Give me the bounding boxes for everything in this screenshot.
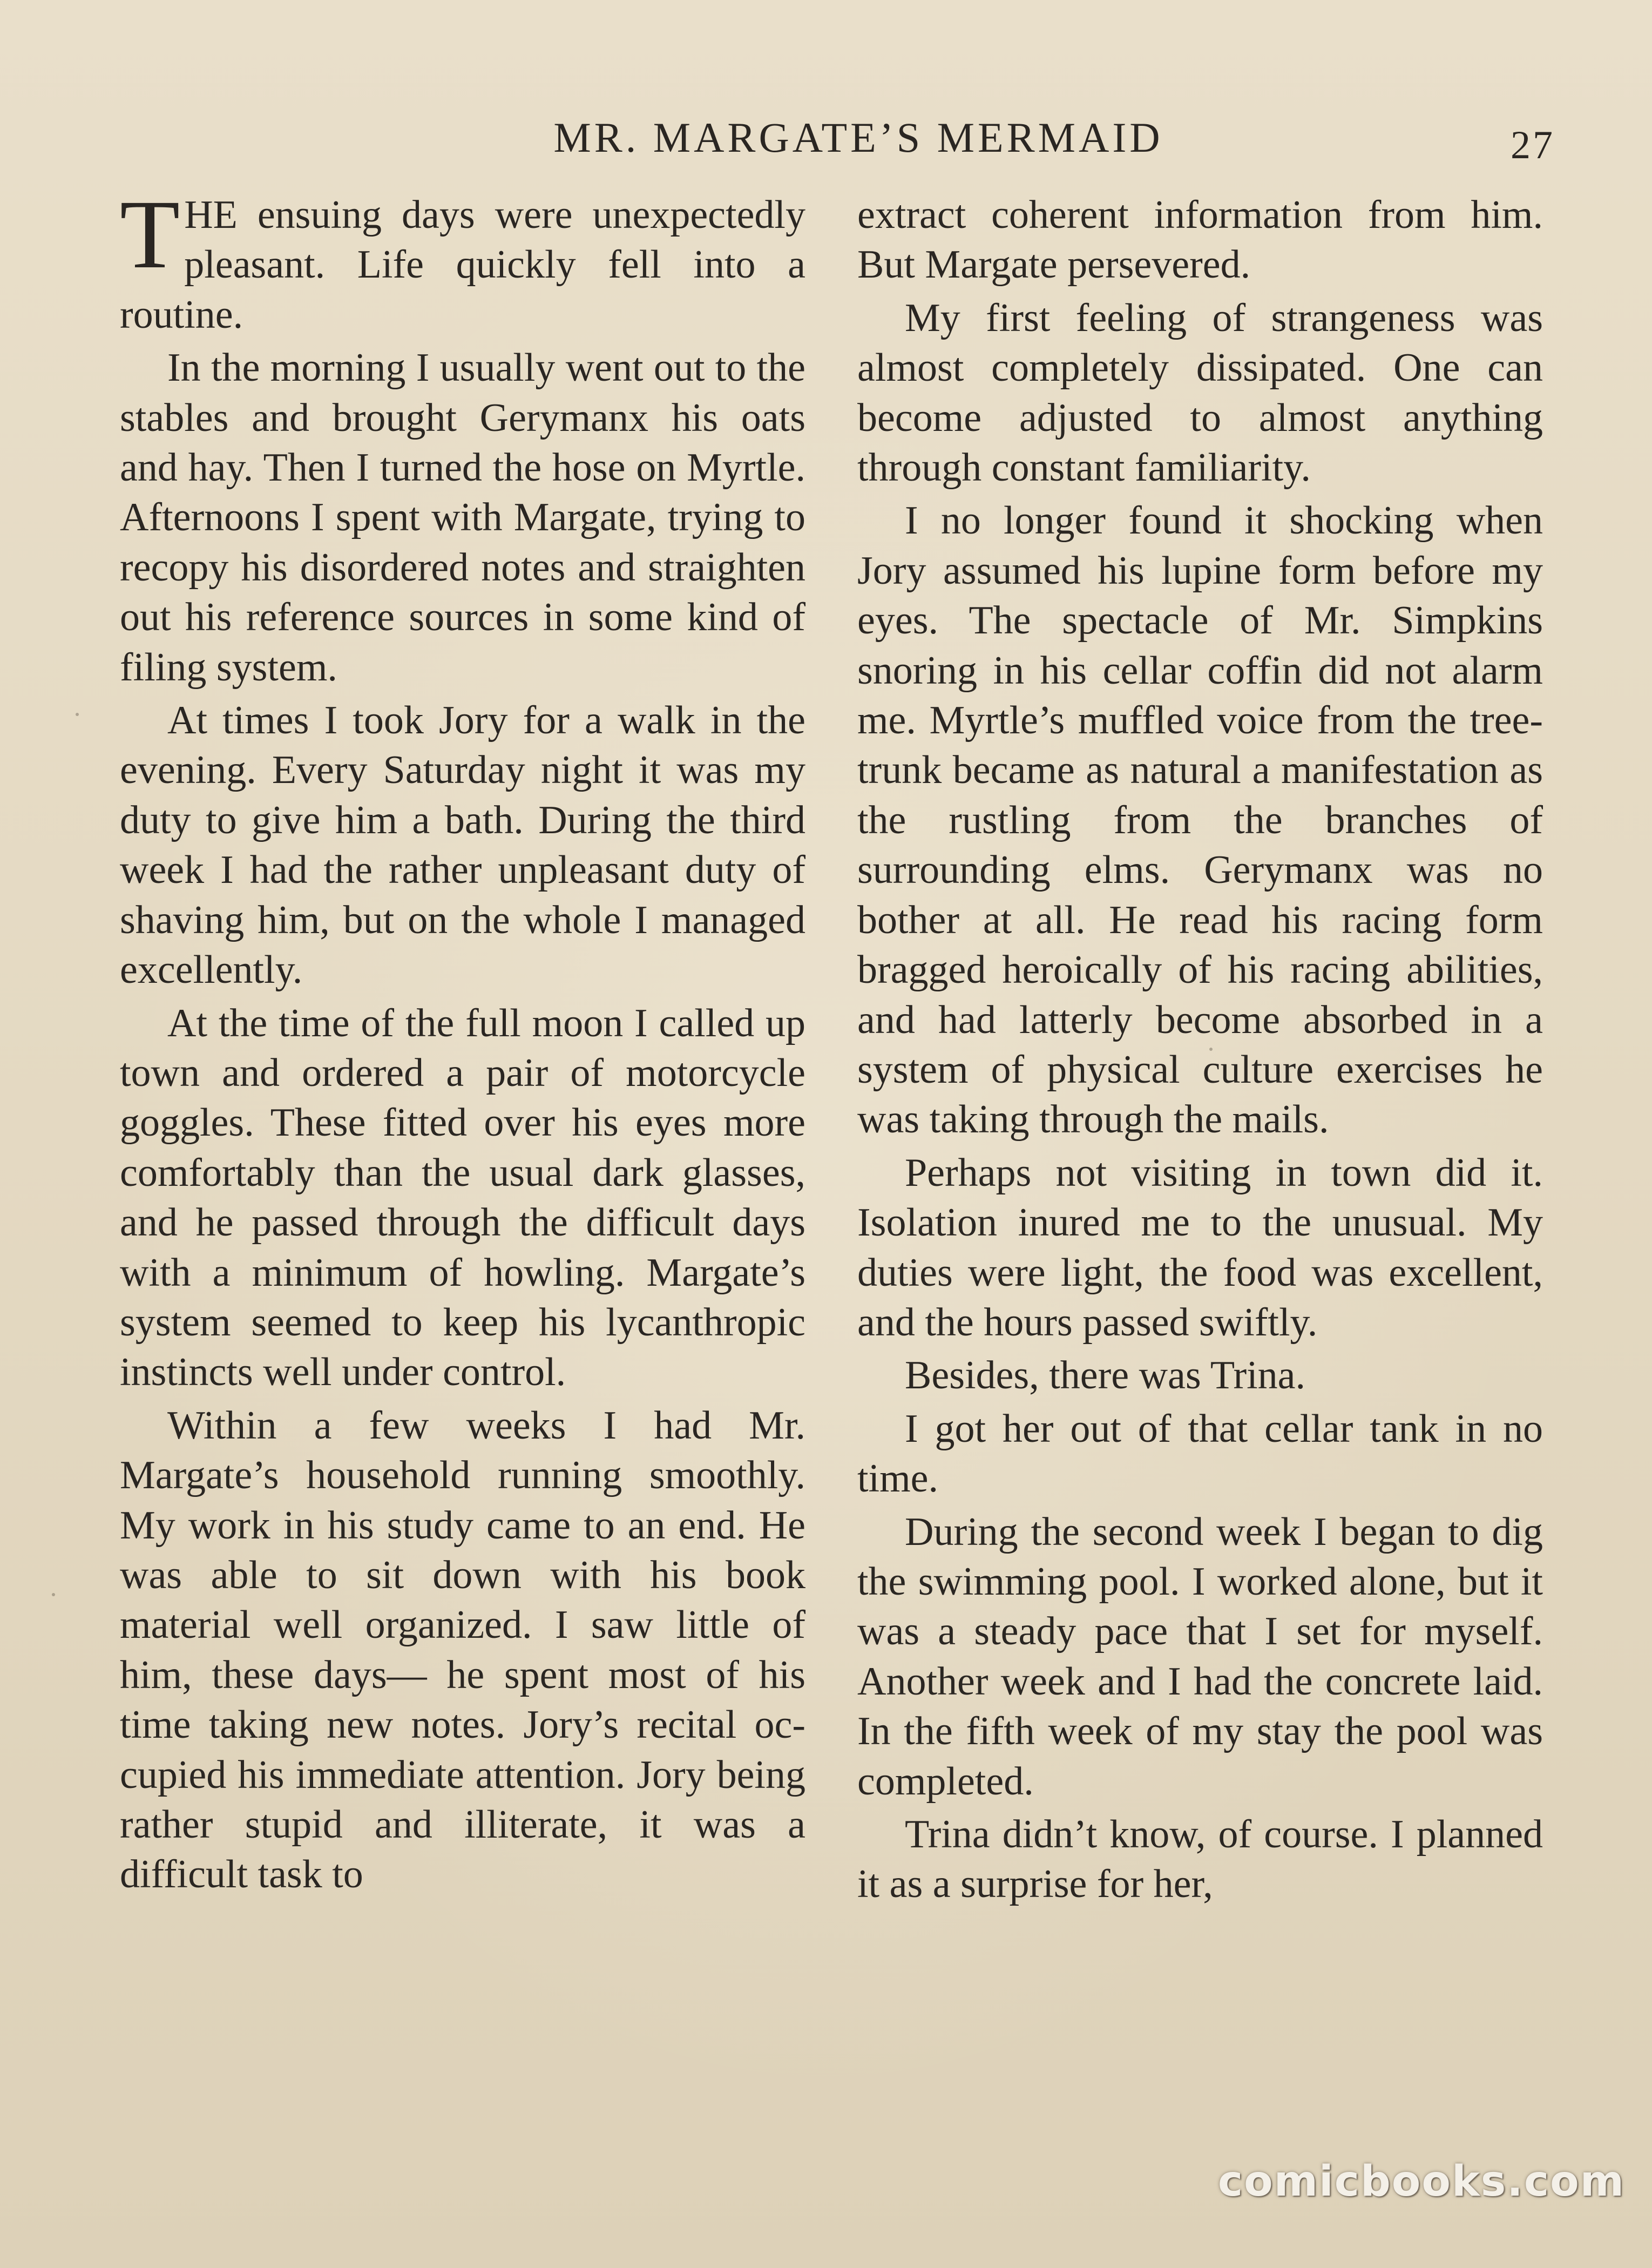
- paragraph-1: [120, 180, 805, 340]
- running-head: [0, 111, 1652, 165]
- paragraph-2: In the morning I usually went out to the stables and brought Gerymanx his oats and hay. Then I turned the hose on Myrtle. Afternoons I spent with Margate, trying to recopy his disordered notes and straighten out his reference sources in some kind of filing system.: [120, 346, 805, 690]
- paper-speck: [52, 1593, 55, 1596]
- left-column: [120, 180, 805, 1900]
- paragraph-9: Perhaps not visiting in town did it. Isolation inured me to the unusual. My duties were light, the food was excellent, and the hours passed swiftly.: [857, 1150, 1543, 1345]
- page-number: 27: [1511, 123, 1555, 167]
- paper-speck: [76, 713, 79, 716]
- paragraph-12: During the second week I began to dig the swimming pool. I worked alone, but it was a steady pace that I set for myself. Another week and I had the concrete laid. In the fifth week of my stay the pool was completed.: [857, 1509, 1543, 1804]
- paragraph-11: I got her out of that cellar tank in no time.: [857, 1406, 1543, 1501]
- paragraph-13: Trina didn’t know, of course. I planned it as a surprise for her,: [857, 1812, 1543, 1907]
- paragraph-3: At times I took Jory for a walk in the evening. Every Saturday night it was my duty to give him a bath. During the third week I had the rather unpleasant duty of shaving him, but on the whole I managed excellently.: [120, 698, 805, 993]
- paragraph-8: I no longer found it shocking when Jory assumed his lupine form before my eyes. The spectacle of Mr. Simpkins snoring in his cellar coffin did not alarm me. Myrtle’s muffled voice from the tree-trunk became as natural a manifestation as the rustling from the branches of surrounding elms. Gerymanx was no bother at all. He read his racing form bragged heroically of his racing abilities, and had latterly become absorbed in a system of physical culture exercises he was taking through the mails.: [857, 498, 1543, 1142]
- paragraph-4: At the time of the full moon I called up town and ordered a pair of motorcycle goggles. These fitted over his eyes more comfortably than the usual dark glasses, and he passed through the difficult days with a minimum of howling. Margate’s system seemed to keep his lycanthropic instincts well under control.: [120, 1001, 805, 1395]
- drop-cap: T: [120, 180, 180, 289]
- watermark-logo: comicbooks.com: [1217, 2157, 1625, 2206]
- paragraph-5: Within a few weeks I had Mr. Margate’s household running smoothly. My work in his study came to an end. He was able to sit down with his book material well organized. I saw little of him, these days— he spent most of his time taking new notes. Jory’s recital occupied his immediate attention. Jory being rather stupid and illiterate, it was a difficult task to: [120, 1403, 805, 1897]
- paragraph-10: Besides, there was Trina.: [905, 1353, 1305, 1398]
- right-column: [857, 190, 1543, 1909]
- paragraph-1-text: HE ensuing days were unexpectedly pleasant. Life quickly fell into a routine.: [120, 193, 805, 337]
- paper-speck: [1209, 1048, 1213, 1051]
- paragraph-6: extract coherent information from him. But Margate persevered.: [857, 193, 1543, 287]
- running-title: MR. MARGATE’S MERMAID: [553, 114, 1163, 161]
- paragraph-7: My first feeling of strangeness was almost completely dissipated. One can become adjusted to almost anything through constant familiarity.: [857, 295, 1543, 490]
